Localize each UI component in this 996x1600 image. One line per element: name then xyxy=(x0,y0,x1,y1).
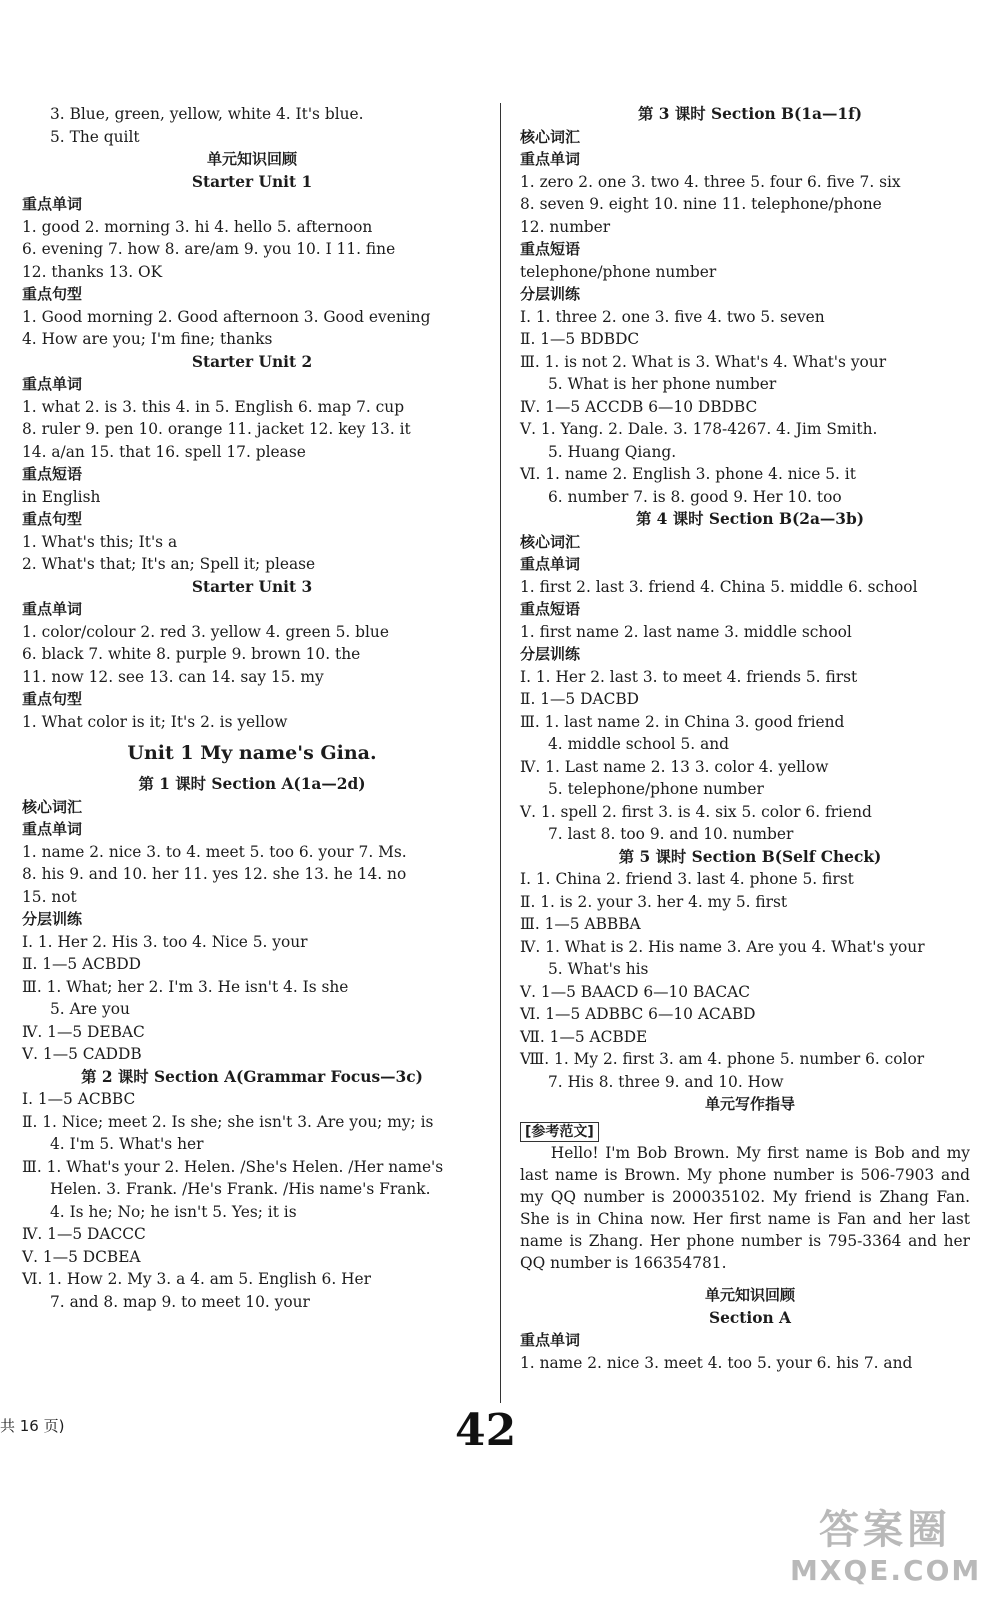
left-line: Ⅱ. 1—5 ACBDD xyxy=(22,955,141,973)
left-line: Starter Unit 1 xyxy=(191,172,313,191)
left-line: 2. What's that; It's an; Spell it; please xyxy=(22,555,316,573)
left-line: 8. ruler 9. pen 10. orange 11. jacket 12. key 13. it xyxy=(22,420,411,438)
left-line: 8. his 9. and 10. her 11. yes 12. she 13. he 14. no xyxy=(22,865,407,883)
left-line: Ⅱ. 1. Nice; meet 2. Is she; she isn't 3. Are you; my; is xyxy=(22,1112,434,1131)
right-line: Ⅳ. 1. What is 2. His name 3. Are you 4. What's your xyxy=(520,937,925,956)
left-line: 1. name 2. nice 3. to 4. meet 5. too 6. your 7. Ms. xyxy=(22,842,407,861)
right-line: Ⅰ. 1. China 2. friend 3. last 4. phone 5. first xyxy=(520,870,854,888)
left-line: 6. black 7. white 8. purple 9. brown 10. the xyxy=(22,645,361,663)
right_tail-line: 单元知识回顾 xyxy=(704,1286,795,1304)
left-line: 重点句型 xyxy=(22,690,83,708)
right-line: 分层训练 xyxy=(520,285,581,303)
right-line: Ⅴ. 1. Yang. 2. Dale. 3. 178-4267. 4. Jim Smith. xyxy=(520,420,878,438)
left-line: 重点单词 xyxy=(22,600,83,618)
left-line: 单元知识回顾 xyxy=(206,150,297,168)
left-line: Ⅲ. 1. What; her 2. I'm 3. He isn't 4. Is she xyxy=(22,977,349,996)
left-line: Ⅰ. 1. Her 2. His 3. too 4. Nice 5. your xyxy=(22,932,308,951)
left-line: 15. not xyxy=(22,887,77,906)
left-line: Ⅰ. 1—5 ACBBC xyxy=(22,1090,136,1108)
right-line: Ⅲ. 1—5 ABBBA xyxy=(520,915,641,933)
watermark-logo xyxy=(790,1505,980,1595)
page-total: 共 16 页) xyxy=(0,1417,65,1435)
left-line: Ⅴ. 1—5 CADDB xyxy=(22,1045,142,1063)
right-line: Ⅷ. 1. My 2. first 3. am 4. phone 5. number 6. color xyxy=(520,1050,925,1068)
left-line: 7. and 8. map 9. to meet 10. your xyxy=(50,1292,310,1311)
left-line: 11. now 12. see 13. can 14. say 15. my xyxy=(22,667,324,686)
right-line: 单元写作指导 xyxy=(704,1095,795,1113)
right-line: telephone/phone number xyxy=(520,262,717,281)
column-divider xyxy=(500,103,501,1403)
left-line: in English xyxy=(22,487,101,506)
essay-text: Hello! I'm Bob Brown. My first name is Bob and my last name is Brown. My phone number is 506-7903 and my QQ number is 200035102. My friend is Zhang Fan. She is in China now. Her first name is Fan and her last name is Zhang. Her phone number is 795-3364 and her QQ number is 166354781. xyxy=(520,1144,970,1272)
right-line: 4. middle school 5. and xyxy=(548,735,730,753)
left-line: Ⅵ. 1. How 2. My 3. a 4. am 5. English 6. Her xyxy=(22,1270,371,1288)
left-line: Ⅳ. 1—5 DEBAC xyxy=(22,1022,145,1041)
left-line: Starter Unit 3 xyxy=(191,577,313,596)
right-tail-lines xyxy=(520,1284,980,1374)
left-line: 6. evening 7. how 8. are/am 9. you 10. I 11. fine xyxy=(22,240,396,258)
right-line: Ⅳ. 1. Last name 2. 13 3. color 4. yellow xyxy=(520,757,829,776)
right-line: 12. number xyxy=(520,217,611,236)
right-line: 重点单词 xyxy=(520,555,581,573)
right_tail-line: 重点单词 xyxy=(520,1331,581,1349)
right-line: Ⅴ. 1—5 BAACD 6—10 BACAC xyxy=(520,982,751,1001)
right-line: 5. What's his xyxy=(548,960,649,978)
right-line: Ⅱ. 1—5 BDBDC xyxy=(520,330,640,348)
right-line: Ⅱ. 1. is 2. your 3. her 4. my 5. first xyxy=(520,892,788,911)
right_tail-line: 1. name 2. nice 3. meet 4. too 5. your 6. his 7. and xyxy=(520,1353,913,1372)
left-line: 4. I'm 5. What's her xyxy=(50,1135,204,1153)
right-line: Ⅱ. 1—5 DACBD xyxy=(520,690,639,708)
left-line: Ⅴ. 1—5 DCBEA xyxy=(22,1247,141,1266)
watermark-text-en: MXQE.COM xyxy=(790,1554,982,1587)
left-line: 1. what 2. is 3. this 4. in 5. English 6. map 7. cup xyxy=(22,397,405,416)
right-line: 分层训练 xyxy=(520,645,581,663)
right-line: 第 3 课时 Section B(1a—1f) xyxy=(638,105,862,123)
right-line: 7. last 8. too 9. and 10. number xyxy=(548,825,794,843)
essay-label: [参考范文] xyxy=(520,1122,599,1142)
right-line: 重点单词 xyxy=(520,150,581,168)
left-line: 重点单词 xyxy=(22,195,83,213)
right-line: Ⅲ. 1. last name 2. in China 3. good friend xyxy=(520,712,845,731)
right-line: 1. first 2. last 3. friend 4. China 5. middle 6. school xyxy=(520,577,918,596)
right-line: 核心词汇 xyxy=(520,532,581,551)
left-line: 1. good 2. morning 3. hi 4. hello 5. afternoon xyxy=(22,217,373,236)
left-line: 14. a/an 15. that 16. spell 17. please xyxy=(22,442,306,461)
right-line: 7. His 8. three 9. and 10. How xyxy=(548,1072,784,1091)
left-line: 5. The quilt xyxy=(50,127,140,146)
left-line: 分层训练 xyxy=(22,910,83,928)
left-line: 1. What's this; It's a xyxy=(22,532,178,551)
left-line: 重点句型 xyxy=(22,285,83,303)
left-line: 1. What color is it; It's 2. is yellow xyxy=(22,712,288,731)
left-line: 核心词汇 xyxy=(22,797,83,816)
left-line: 4. How are you; I'm fine; thanks xyxy=(22,330,273,348)
right-line: Ⅵ. 1. name 2. English 3. phone 4. nice 5. it xyxy=(520,465,856,483)
right-line: Ⅰ. 1. Her 2. last 3. to meet 4. friends 5. first xyxy=(520,667,858,686)
left-line: 重点单词 xyxy=(22,820,83,838)
right-line: 5. Huang Qiang. xyxy=(548,442,677,461)
right-line: 核心词汇 xyxy=(520,127,581,146)
right-line: Ⅰ. 1. three 2. one 3. five 4. two 5. seven xyxy=(520,307,825,326)
left-line: Starter Unit 2 xyxy=(191,352,313,371)
left-line: Ⅳ. 1—5 DACCC xyxy=(22,1225,146,1243)
right-line: Ⅳ. 1—5 ACCDB 6—10 DBDBC xyxy=(520,397,758,416)
left-line: 重点短语 xyxy=(22,465,83,483)
left-line: 12. thanks 13. OK xyxy=(22,262,163,281)
left-line: 3. Blue, green, yellow, white 4. It's blue. xyxy=(50,105,364,123)
watermark-text-cn: 答案圈 xyxy=(819,1507,951,1553)
left-line: 1. Good morning 2. Good afternoon 3. Good evening xyxy=(22,307,431,326)
left-column xyxy=(22,103,482,1313)
right-line: Ⅵ. 1—5 ADBBC 6—10 ACABD xyxy=(520,1005,756,1023)
right-column xyxy=(520,103,980,1374)
right-line: 重点短语 xyxy=(520,240,581,258)
left-line: 第 1 课时 Section A(1a—2d) xyxy=(138,775,366,793)
right-line: 5. telephone/phone number xyxy=(548,780,764,798)
left-line: 4. Is he; No; he isn't 5. Yes; it is xyxy=(50,1202,297,1221)
right-line: 6. number 7. is 8. good 9. Her 10. too xyxy=(548,487,842,506)
right-line: 1. first name 2. last name 3. middle school xyxy=(520,622,852,641)
right_tail-line: Section A xyxy=(709,1308,791,1327)
right-line: 第 5 课时 Section B(Self Check) xyxy=(618,847,882,866)
right-line: Ⅲ. 1. is not 2. What is 3. What's 4. What's your xyxy=(520,352,887,371)
right-line: 5. What is her phone number xyxy=(548,375,777,393)
page-number: 42 xyxy=(455,1405,517,1456)
essay-label-row xyxy=(520,1120,980,1143)
right-line: 第 4 课时 Section B(2a—3b) xyxy=(635,510,865,528)
right-line: Ⅶ. 1—5 ACBDE xyxy=(520,1027,648,1046)
left-line: 1. color/colour 2. red 3. yellow 4. green 5. blue xyxy=(22,622,389,641)
right-lines xyxy=(520,103,980,1116)
right-line: Ⅴ. 1. spell 2. first 3. is 4. six 5. color 6. friend xyxy=(520,802,872,821)
left-line: 5. Are you xyxy=(50,1000,130,1018)
right-line: 1. zero 2. one 3. two 4. three 5. four 6. five 7. six xyxy=(520,172,901,191)
right-line: 8. seven 9. eight 10. nine 11. telephone/phone xyxy=(520,195,882,213)
left-line: Ⅲ. 1. What's your 2. Helen. /She's Helen. /Her name's xyxy=(22,1157,444,1176)
left-line: 重点单词 xyxy=(22,375,83,393)
left-line: 第 2 课时 Section A(Grammar Focus—3c) xyxy=(81,1067,423,1086)
left-line: 重点句型 xyxy=(22,510,83,528)
left-line: Unit 1 My name's Gina. xyxy=(127,742,377,764)
left-line: Helen. 3. Frank. /He's Frank. /His name's Frank. xyxy=(50,1180,431,1198)
right-line: 重点短语 xyxy=(520,600,581,618)
